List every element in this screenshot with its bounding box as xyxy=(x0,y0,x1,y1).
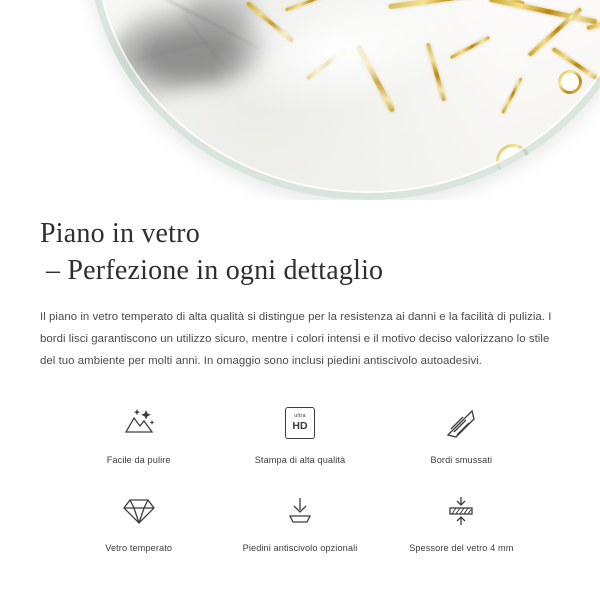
gold-vein xyxy=(450,36,490,59)
hero-image xyxy=(0,0,600,200)
gold-vein xyxy=(285,0,333,11)
ultra-hd-icon xyxy=(277,403,323,443)
feature-label: Facile da pulire xyxy=(106,454,171,465)
glass-plate-graphic xyxy=(88,0,600,200)
page-title xyxy=(40,216,560,290)
feature-item-glass-thickness xyxy=(381,491,542,553)
ultra-hd-bottom-text: HD xyxy=(292,419,308,432)
feature-label: Vetro temperato xyxy=(105,542,173,553)
bevelled-edges-icon xyxy=(438,403,484,443)
page-title-line2: – Perfezione in ogni dettaglio xyxy=(46,254,384,286)
content-block xyxy=(0,200,600,553)
feature-item-bevelled-edges xyxy=(381,403,542,465)
gold-vein xyxy=(489,0,598,24)
gold-vein xyxy=(356,44,396,113)
feature-label: Spessore del vetro 4 mm xyxy=(409,542,514,553)
gold-vein xyxy=(501,77,522,114)
feature-label: Piedini antiscivolo opzionali xyxy=(242,542,358,553)
description-paragraph: Il piano in vetro temperato di alta qualità si distingue per la resistenza ai danni e la facilità di pulizia. I bordi lisci garantiscono un utilizzo sicuro, mentre i colori intensi e il motivo deciso valorizzano lo stile del tuo ambiente per molti anni. In omaggio sono inclusi piedini antiscivolo autoadesivi. xyxy=(40,310,552,368)
page-title-line1: Piano in vetro xyxy=(40,218,200,249)
gold-ring-motif xyxy=(496,144,530,178)
gold-vein xyxy=(306,48,346,81)
feature-item-print-quality xyxy=(219,403,380,465)
thickness-arrows-icon xyxy=(438,491,484,531)
gold-ring-motif xyxy=(558,70,582,94)
sparkle-cloth-icon xyxy=(116,403,162,443)
diamond-icon xyxy=(116,491,162,531)
feature-item-anti-slip-feet xyxy=(219,491,380,553)
feature-label: Stampa di alta qualità xyxy=(254,454,346,465)
feature-item-tempered-glass xyxy=(58,491,219,553)
feature-item-easy-clean xyxy=(58,403,219,465)
gold-vein xyxy=(426,43,446,102)
ultra-hd-top-text: ultra xyxy=(294,413,306,420)
feature-label: Bordi smussati xyxy=(430,454,493,465)
anti-slip-feet-icon xyxy=(277,491,323,531)
feature-grid xyxy=(40,403,560,553)
